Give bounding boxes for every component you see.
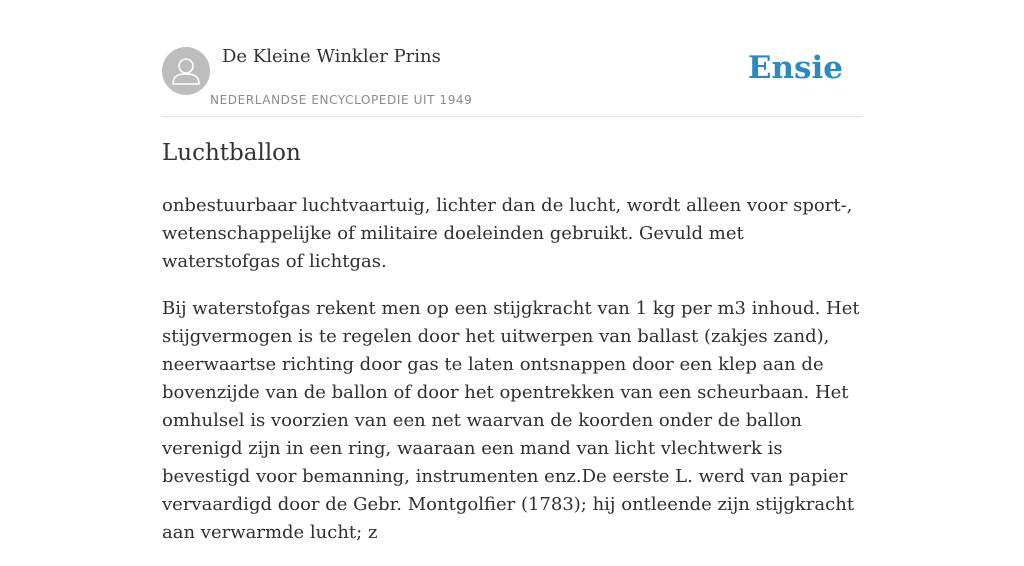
page-title: Luchtballon	[162, 140, 301, 166]
book-title[interactable]: De Kleine Winkler Prins	[222, 46, 441, 67]
page	[162, 0, 862, 543]
header	[162, 0, 862, 117]
article-paragraph: Bij waterstofgas rekent men op een stijgkracht van 1 kg per m3 inhoud. Het stijgvermogen is te regelen door het uitwerpen van ballast (zakjes zand), neerwaartse richting door gas te laten ontsnappen door een klep aan de bovenzijde van de ballon of door het opentrekken van een scheurbaan. Het omhulsel is voorzien van een net waarvan de koorden onder de ballon verenigd zijn in een ring, waaraan een mand van licht vlechtwerk is bevestigd voor bemanning, instrumenten enz.De eerste L. werd van papier vervaardigd door de Gebr. Montgolfier (1783); hij ontleende zijn stijgkracht aan verwarmde lucht; z	[162, 298, 860, 543]
person-icon	[162, 47, 210, 95]
book-subtitle: NEDERLANDSE ENCYCLOPEDIE UIT 1949	[210, 93, 473, 107]
ensie-logo[interactable]: Ensie	[747, 50, 843, 86]
avatar[interactable]	[162, 47, 210, 95]
article-body	[162, 192, 862, 566]
article-paragraph: onbestuurbaar luchtvaartuig, lichter dan de lucht, wordt alleen voor sport-, wetenschappelijke of militaire doeleinden gebruikt. Gevuld met waterstofgas of lichtgas.	[162, 195, 853, 272]
